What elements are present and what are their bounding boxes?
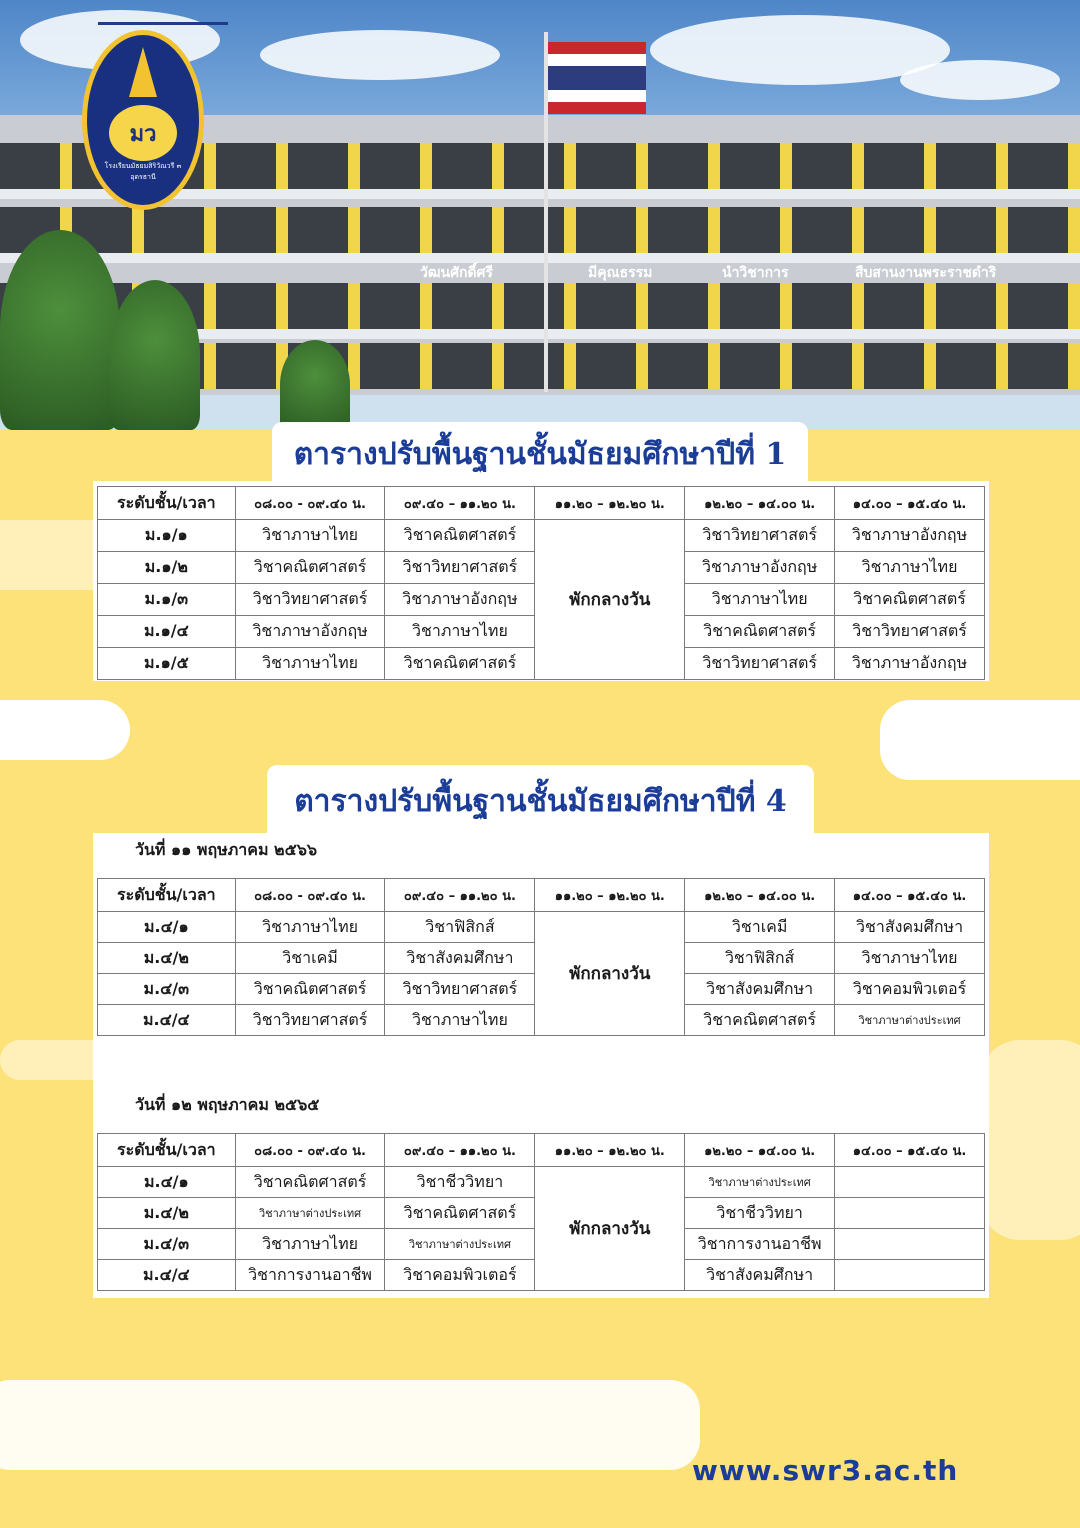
header-cell: ๑๔.๐๐ – ๑๕.๔๐ น.	[835, 879, 985, 912]
subject-cell: วิชาคอมพิวเตอร์	[385, 1260, 535, 1291]
building-sign-2: มีคุณธรรม	[588, 265, 653, 281]
header-cell: ๑๑.๒๐ – ๑๒.๒๐ น.	[535, 1134, 685, 1167]
subject-cell: วิชาวิทยาศาสตร์	[835, 616, 985, 648]
subject-cell: วิชาภาษาอังกฤษ	[835, 648, 985, 680]
header-cell: ๑๑.๒๐ – ๑๒.๒๐ น.	[535, 487, 685, 520]
subject-cell: วิชาสังคมศึกษา	[835, 912, 985, 943]
subject-cell: วิชาคณิตศาสตร์	[385, 520, 535, 552]
day1-date: วันที่ ๑๑ พฤษภาคม ๒๕๖๖	[135, 840, 318, 859]
building-sign-4: สืบสานงานพระราชดำริ	[855, 265, 997, 281]
header-cell: ๐๘.๐๐ - ๐๙.๔๐ น.	[235, 879, 385, 912]
emblem-monogram: มว	[109, 105, 177, 161]
subject-cell	[835, 1167, 985, 1198]
class-cell: ม.๑/๕	[98, 648, 236, 680]
header-cell: ๑๒.๒๐ – ๑๔.๐๐ น.	[685, 1134, 835, 1167]
subject-cell	[835, 1260, 985, 1291]
subject-cell: วิชาภาษาไทย	[835, 943, 985, 974]
header-cell: ๐๙.๔๐ – ๑๑.๒๐ น.	[385, 487, 535, 520]
class-cell: ม.๔/๑	[98, 1167, 236, 1198]
subject-cell: วิชาภาษาไทย	[385, 1005, 535, 1036]
table-row	[98, 1167, 985, 1198]
subject-cell: วิชาภาษาต่างประเทศ	[835, 1005, 985, 1036]
header-cell: ระดับชั้น/เวลา	[98, 1134, 236, 1167]
subject-cell: วิชาชีววิทยา	[685, 1198, 835, 1229]
header-cell: ๑๔.๐๐ – ๑๕.๔๐ น.	[835, 1134, 985, 1167]
class-cell: ม.๔/๒	[98, 943, 236, 974]
subject-cell: วิชาภาษาไทย	[385, 616, 535, 648]
subject-cell: วิชาภาษาไทย	[235, 912, 385, 943]
subject-cell: วิชาสังคมศึกษา	[685, 974, 835, 1005]
subject-cell: วิชาวิทยาศาสตร์	[235, 1005, 385, 1036]
subject-cell	[835, 1198, 985, 1229]
subject-cell: วิชาชีววิทยา	[385, 1167, 535, 1198]
table4-day2	[97, 1133, 985, 1291]
website-link[interactable]: www.swr3.ac.th	[692, 1454, 959, 1487]
class-cell: ม.๔/๑	[98, 912, 236, 943]
building-sign-3: นำวิชาการ	[722, 265, 789, 281]
header-cell: ระดับชั้น/เวลา	[98, 879, 236, 912]
subject-cell: วิชาวิทยาศาสตร์	[685, 648, 835, 680]
header-cell: ๐๘.๐๐ - ๐๙.๔๐ น.	[235, 1134, 385, 1167]
subject-cell: วิชาคณิตศาสตร์	[385, 648, 535, 680]
subject-cell: วิชาภาษาอังกฤษ	[385, 584, 535, 616]
lunch-break-cell: พักกลางวัน	[535, 1167, 685, 1291]
subject-cell: วิชาการงานอาชีพ	[235, 1260, 385, 1291]
class-cell: ม.๔/๓	[98, 1229, 236, 1260]
subject-cell: วิชาภาษาไทย	[685, 584, 835, 616]
table1-title: ตารางปรับพื้นฐานชั้นมัธยมศึกษาปีที่ 1	[272, 422, 808, 482]
subject-cell: วิชาภาษาอังกฤษ	[685, 552, 835, 584]
subject-cell: วิชาภาษาไทย	[235, 520, 385, 552]
subject-cell: วิชาสังคมศึกษา	[385, 943, 535, 974]
school-emblem	[82, 30, 204, 210]
table-row	[98, 520, 985, 552]
emblem-school-name: โรงเรียนมัธยมสิริวัณวรี ๓ อุดรธานี	[104, 162, 182, 181]
subject-cell: วิชาวิทยาศาสตร์	[385, 552, 535, 584]
subject-cell: วิชาเคมี	[235, 943, 385, 974]
building-sign-1: วัฒนศักดิ์ศรี	[420, 265, 493, 281]
subject-cell: วิชาคอมพิวเตอร์	[835, 974, 985, 1005]
subject-cell: วิชาเคมี	[685, 912, 835, 943]
subject-cell: วิชาภาษาต่างประเทศ	[385, 1229, 535, 1260]
thai-flag-icon	[548, 42, 646, 114]
subject-cell: วิชาภาษาไทย	[235, 1229, 385, 1260]
subject-cell: วิชาคณิตศาสตร์	[235, 1167, 385, 1198]
table-row	[98, 912, 985, 943]
subject-cell: วิชาการงานอาชีพ	[685, 1229, 835, 1260]
lunch-break-cell: พักกลางวัน	[535, 912, 685, 1036]
header-cell: ๑๑.๒๐ – ๑๒.๒๐ น.	[535, 879, 685, 912]
class-cell: ม.๑/๒	[98, 552, 236, 584]
subject-cell: วิชาวิทยาศาสตร์	[685, 520, 835, 552]
table1	[97, 486, 985, 680]
lunch-break-cell: พักกลางวัน	[535, 520, 685, 680]
subject-cell: วิชาคณิตศาสตร์	[685, 1005, 835, 1036]
header-cell: ๐๙.๔๐ – ๑๑.๒๐ น.	[385, 1134, 535, 1167]
subject-cell	[835, 1229, 985, 1260]
subject-cell: วิชาฟิสิกส์	[685, 943, 835, 974]
subject-cell: วิชาภาษาต่างประเทศ	[235, 1198, 385, 1229]
class-cell: ม.๑/๑	[98, 520, 236, 552]
header-cell: ๑๔.๐๐ – ๑๕.๔๐ น.	[835, 487, 985, 520]
day2-date: วันที่ ๑๒ พฤษภาคม ๒๕๖๕	[135, 1095, 320, 1114]
class-cell: ม.๔/๓	[98, 974, 236, 1005]
header-cell: ๑๒.๒๐ – ๑๔.๐๐ น.	[685, 879, 835, 912]
subject-cell: วิชาภาษาอังกฤษ	[835, 520, 985, 552]
subject-cell: วิชาภาษาอังกฤษ	[235, 616, 385, 648]
class-cell: ม.๔/๒	[98, 1198, 236, 1229]
class-cell: ม.๔/๔	[98, 1260, 236, 1291]
subject-cell: วิชาฟิสิกส์	[385, 912, 535, 943]
header-cell: ระดับชั้น/เวลา	[98, 487, 236, 520]
subject-cell: วิชาภาษาไทย	[235, 648, 385, 680]
subject-cell: วิชาภาษาไทย	[835, 552, 985, 584]
subject-cell: วิชาสังคมศึกษา	[685, 1260, 835, 1291]
subject-cell: วิชาวิทยาศาสตร์	[235, 584, 385, 616]
class-cell: ม.๑/๓	[98, 584, 236, 616]
subject-cell: วิชาคณิตศาสตร์	[235, 552, 385, 584]
subject-cell: วิชาคณิตศาสตร์	[235, 974, 385, 1005]
subject-cell: วิชาวิทยาศาสตร์	[385, 974, 535, 1005]
header-rule	[98, 22, 228, 25]
class-cell: ม.๔/๔	[98, 1005, 236, 1036]
table4-day1	[97, 878, 985, 1036]
class-cell: ม.๑/๔	[98, 616, 236, 648]
subject-cell: วิชาคณิตศาสตร์	[685, 616, 835, 648]
header-cell: ๑๒.๒๐ – ๑๔.๐๐ น.	[685, 487, 835, 520]
subject-cell: วิชาคณิตศาสตร์	[385, 1198, 535, 1229]
subject-cell: วิชาภาษาต่างประเทศ	[685, 1167, 835, 1198]
crown-icon	[129, 47, 157, 97]
table4-title: ตารางปรับพื้นฐานชั้นมัธยมศึกษาปีที่ 4	[267, 765, 814, 833]
header-cell: ๐๙.๔๐ – ๑๑.๒๐ น.	[385, 879, 535, 912]
header-cell: ๐๘.๐๐ - ๐๙.๔๐ น.	[235, 487, 385, 520]
subject-cell: วิชาคณิตศาสตร์	[835, 584, 985, 616]
